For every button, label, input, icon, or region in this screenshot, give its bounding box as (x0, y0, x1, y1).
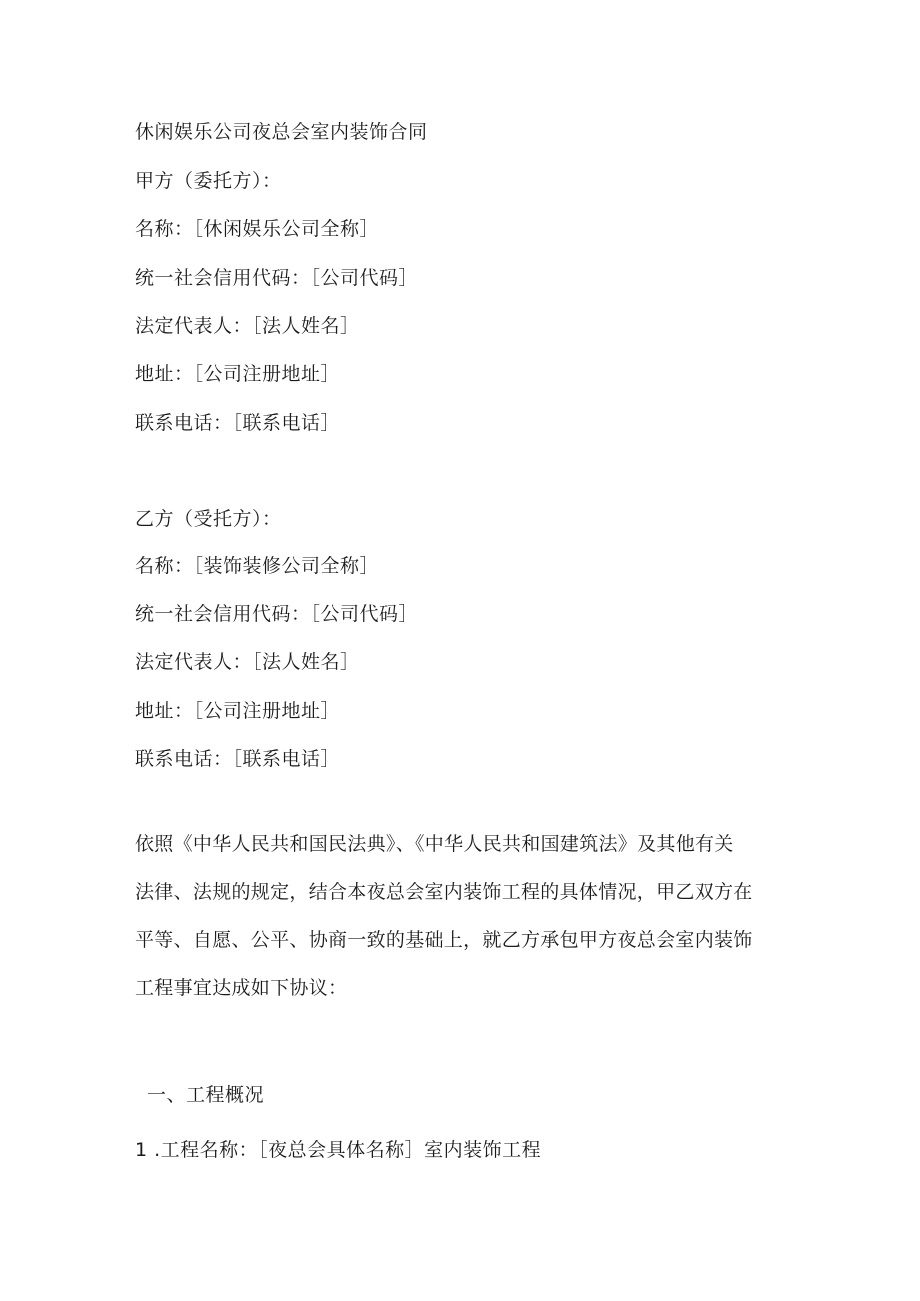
party-b-phone: 联系电话：［联系电话］ (135, 748, 341, 770)
party-a-credit-code: 统一社会信用代码：［公司代码］ (135, 267, 419, 289)
section-1-heading: 一、工程概况 (147, 1084, 265, 1106)
party-b-legal-rep: 法定代表人：［法人姓名］ (135, 651, 360, 673)
party-a-legal-rep: 法定代表人：［法人姓名］ (135, 315, 360, 337)
preamble-line: 法律、法规的规定，结合本夜总会室内装饰工程的具体情况，甲乙双方在 (135, 881, 753, 903)
preamble-paragraph (135, 820, 785, 1012)
document-title: 休闲娱乐公司夜总会室内装饰合同 (135, 121, 428, 143)
party-a-phone: 联系电话：［联系电话］ (135, 412, 341, 434)
party-a-address: 地址：［公司注册地址］ (135, 363, 341, 385)
party-b-credit-code: 统一社会信用代码：［公司代码］ (135, 603, 419, 625)
preamble-line: 工程事宜达成如下协议： (135, 977, 348, 999)
preamble-line: 平等、自愿、公平、协商一致的基础上，就乙方承包甲方夜总会室内装饰 (135, 929, 753, 951)
party-b-address: 地址：［公司注册地址］ (135, 700, 341, 722)
preamble-line: 依照《中华人民共和国民法典》、《中华人民共和国建筑法》及其他有关 (135, 833, 734, 855)
party-b-name: 名称：［装饰装修公司全称］ (135, 555, 380, 577)
party-a-heading: 甲方（委托方）： (135, 170, 282, 192)
section-1-item-1: 1 .工程名称：［夜总会具体名称］室内装饰工程 (135, 1139, 542, 1161)
party-a-name: 名称：［休闲娱乐公司全称］ (135, 218, 380, 240)
party-b-heading: 乙方（受托方）： (135, 508, 282, 530)
